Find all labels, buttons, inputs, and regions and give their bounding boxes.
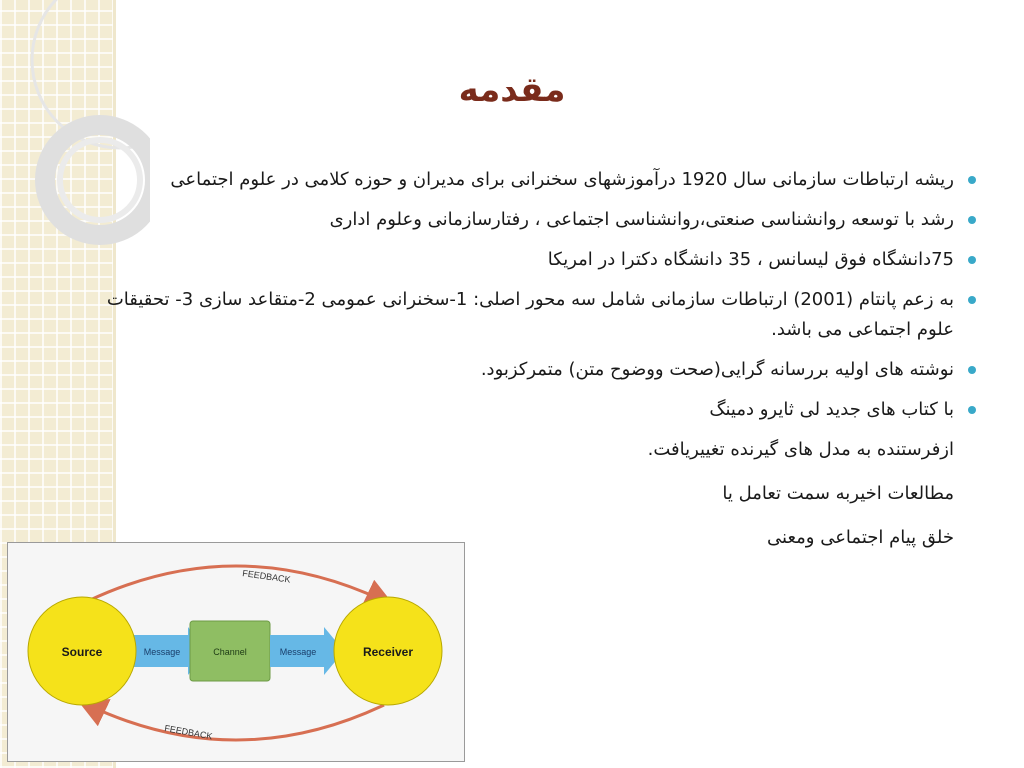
feedback-bottom-label: FEEDBACK xyxy=(163,723,214,742)
plain-line: ازفرستنده به مدل های گیرنده تغییریافت. xyxy=(647,439,954,460)
diagram-canvas xyxy=(8,543,464,761)
bullet-item: 75دانشگاه فوق لیسانس ، 35 دانشگاه دکترا در امریکا xyxy=(104,245,984,275)
bullet-item: به زعم پانتام (2001) ارتباطات سازمانی شامل سه محور اصلی: 1-سخنرانی عمومی 2-متقاعد سازی 3- تحقیقات علوم اجتماعی می باشد. xyxy=(104,285,984,345)
bullet-list xyxy=(104,165,984,425)
plain-line: خلق پیام اجتماعی ومعنی xyxy=(767,527,954,548)
message-right-label: Message xyxy=(279,647,317,657)
plain-line: مطالعات اخیربه سمت تعامل یا xyxy=(722,483,954,504)
bullet-item: نوشته های اولیه بررسانه گرایی(صحت ووضوح متن) متمرکزبود. xyxy=(104,355,984,385)
bullet-item: رشد با توسعه روانشناسی صنعتی،روانشناسی اجتماعی ، رفتارسازمانی وعلوم اداری xyxy=(104,205,984,235)
slide-title: مقدمه xyxy=(458,70,566,110)
feedback-arc-bottom xyxy=(88,705,384,740)
source-label: Source xyxy=(61,645,103,659)
communication-model-diagram xyxy=(7,542,465,762)
bullet-item: ریشه ارتباطات سازمانی سال 1920 درآموزشهای سخنرانی برای مدیران و حوزه کلامی در علوم اجتماعی xyxy=(104,165,984,195)
receiver-label: Receiver xyxy=(362,645,414,659)
feedback-arc-top xyxy=(88,566,384,601)
slide-content xyxy=(104,165,984,567)
channel-label: Channel xyxy=(213,647,247,657)
bullet-item: با کتاب های جدید لی ثایرو دمینگ xyxy=(104,395,984,425)
feedback-top-label: FEEDBACK xyxy=(241,568,292,585)
message-left-label: Message xyxy=(143,647,181,657)
